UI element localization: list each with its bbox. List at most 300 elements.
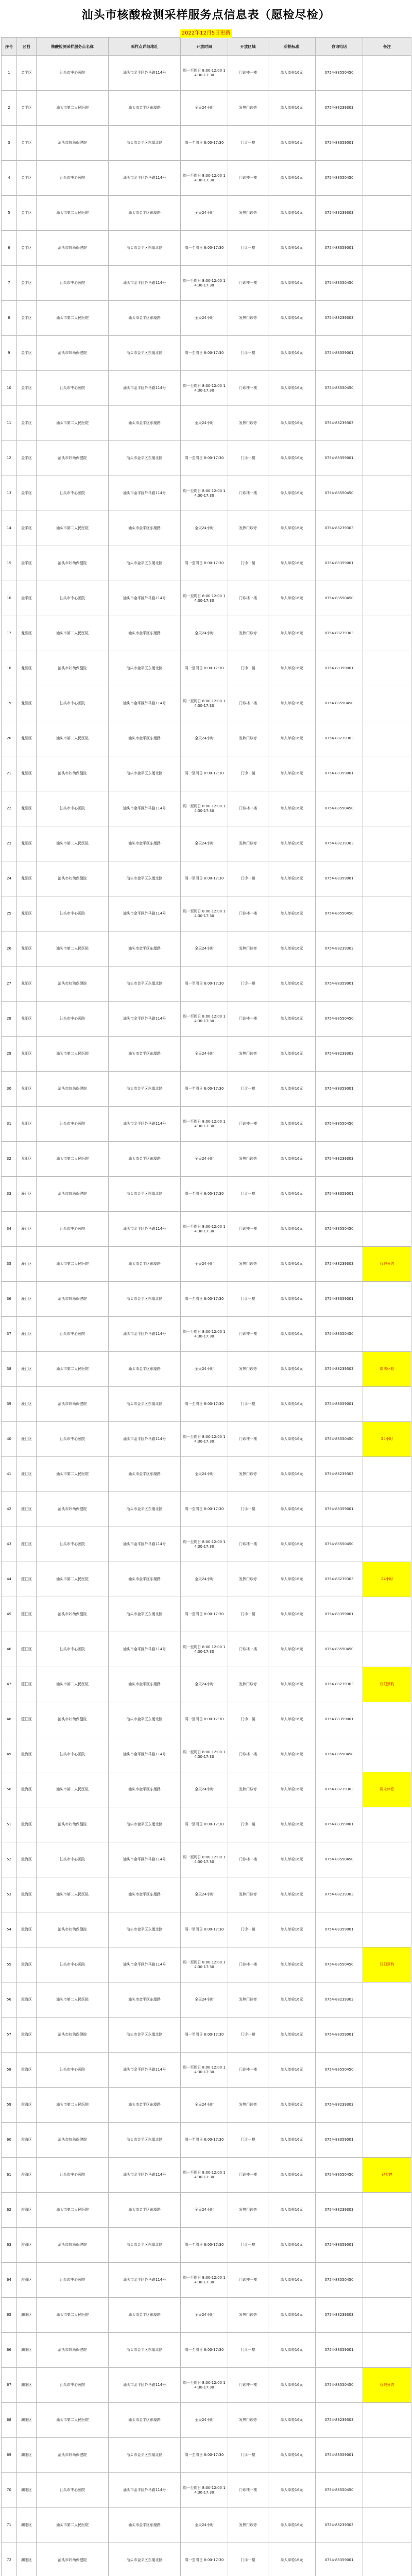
row-price: 单人单检16元 <box>268 371 316 406</box>
row-phone: 0754-88359001 <box>316 441 363 476</box>
row-index: 38 <box>2 1352 17 1387</box>
row-phone: 0754-88239303 <box>316 2088 363 2123</box>
row-district: 澄海区 <box>17 1737 37 1772</box>
row-address: 汕头市金平区外马路114号 <box>109 1737 181 1772</box>
row-notes <box>363 651 411 686</box>
row-phone: 0754-88359001 <box>316 2333 363 2368</box>
row-site-name: 汕头市中心医院 <box>37 896 109 931</box>
row-index: 16 <box>2 581 17 616</box>
row-open-time: 周一至周日 8:00-17:30 <box>181 441 228 476</box>
row-site-name: 汕头市中心医院 <box>37 686 109 721</box>
row-price: 单人单检16元 <box>268 1387 316 1422</box>
row-area: 门诊楼一楼 <box>228 1422 268 1457</box>
row-open-time: 全天24小时 <box>181 196 228 231</box>
row-area: 门诊楼一楼 <box>228 2158 268 2193</box>
row-address: 汕头市金平区东厦北路 <box>109 1492 181 1527</box>
table-row <box>2 1282 411 1317</box>
row-district: 濠江区 <box>17 1527 37 1562</box>
row-area: 发热门诊旁 <box>228 2193 268 2228</box>
table-row <box>2 1212 411 1247</box>
row-price: 单人单检16元 <box>268 1597 316 1632</box>
row-site-name: 汕头市第二人民医院 <box>37 721 109 756</box>
row-site-name: 汕头市第二人民医院 <box>37 511 109 546</box>
row-price: 单人单检16元 <box>268 126 316 161</box>
row-site-name: 汕头市第二人民医院 <box>37 2403 109 2438</box>
row-district: 龙湖区 <box>17 826 37 861</box>
row-open-time: 周一至周日 8:00-17:30 <box>181 1387 228 1422</box>
row-phone: 0754-88550450 <box>316 1947 363 1982</box>
table-row <box>2 686 411 721</box>
row-phone: 0754-88239303 <box>316 1352 363 1387</box>
row-area: 发热门诊旁 <box>228 931 268 967</box>
table-row <box>2 861 411 896</box>
row-address: 汕头市金平区东厦路 <box>109 1142 181 1177</box>
row-area: 门诊一楼 <box>228 1807 268 1842</box>
row-open-time: 全天24小时 <box>181 2403 228 2438</box>
table-row <box>2 1177 411 1212</box>
row-open-time: 周一至周日 8:00-17:30 <box>181 651 228 686</box>
row-open-time: 周一至周日 8:00-17:30 <box>181 2438 228 2473</box>
row-district: 澄海区 <box>17 1947 37 1982</box>
row-notes <box>363 2228 411 2263</box>
row-site-name: 汕头市妇幼保健院 <box>37 441 109 476</box>
row-price: 单人单检16元 <box>268 1912 316 1947</box>
row-district: 潮阳区 <box>17 2473 37 2508</box>
row-area: 门诊一楼 <box>228 1597 268 1632</box>
row-area: 发热门诊旁 <box>228 2088 268 2123</box>
row-open-time: 周一至周日 8:00-17:30 <box>181 1912 228 1947</box>
row-price: 单人单检16元 <box>268 1667 316 1702</box>
row-district: 金平区 <box>17 406 37 441</box>
table-row <box>2 651 411 686</box>
table-row <box>2 1317 411 1352</box>
row-notes <box>363 1982 411 2018</box>
table-row <box>2 196 411 231</box>
row-address: 汕头市金平区外马路114号 <box>109 2473 181 2508</box>
row-price: 单人单检16元 <box>268 1807 316 1842</box>
row-open-time: 全天24小时 <box>181 2193 228 2228</box>
row-index: 19 <box>2 686 17 721</box>
row-notes <box>363 1002 411 1037</box>
row-open-time: 周一至周日 8:00-17:30 <box>181 1282 228 1317</box>
row-price: 单人单检16元 <box>268 2193 316 2228</box>
row-address: 汕头市金平区东厦路 <box>109 1457 181 1492</box>
row-address: 汕头市金平区外马路114号 <box>109 1317 181 1352</box>
row-phone: 0754-88239303 <box>316 2298 363 2333</box>
table-row <box>2 2473 411 2508</box>
row-notes <box>363 967 411 1002</box>
row-site-name: 汕头市中心医院 <box>37 2053 109 2088</box>
row-price: 单人单检16元 <box>268 721 316 756</box>
row-site-name: 汕头市妇幼保健院 <box>37 336 109 371</box>
row-area: 发热门诊旁 <box>228 301 268 336</box>
row-open-time: 周一至周日 8:00-12:00 14:30-17:30 <box>181 1317 228 1352</box>
table-row <box>2 1352 411 1387</box>
table-row <box>2 1247 411 1282</box>
row-open-time: 周一至周日 8:00-12:00 14:30-17:30 <box>181 2053 228 2088</box>
row-notes <box>363 791 411 826</box>
row-site-name: 汕头市妇幼保健院 <box>37 1597 109 1632</box>
row-open-time: 全天24小时 <box>181 511 228 546</box>
row-phone: 0754-88359001 <box>316 231 363 266</box>
table-row <box>2 931 411 967</box>
row-index: 11 <box>2 406 17 441</box>
row-notes <box>363 266 411 301</box>
row-site-name: 汕头市中心医院 <box>37 1842 109 1877</box>
row-phone: 0754-88239303 <box>316 2403 363 2438</box>
row-district: 金平区 <box>17 301 37 336</box>
row-address: 汕头市金平区东厦北路 <box>109 336 181 371</box>
row-phone: 0754-88550450 <box>316 2158 363 2193</box>
row-notes <box>363 1492 411 1527</box>
row-site-name: 汕头市妇幼保健院 <box>37 756 109 791</box>
row-district: 澄海区 <box>17 2228 37 2263</box>
row-site-name: 汕头市第二人民医院 <box>37 2193 109 2228</box>
row-site-name: 汕头市第二人民医院 <box>37 91 109 126</box>
row-index: 42 <box>2 1492 17 1527</box>
row-index: 4 <box>2 161 17 196</box>
row-area: 门诊楼一楼 <box>228 1002 268 1037</box>
header-address: 采样点详细地址 <box>109 38 181 56</box>
table-row <box>2 2298 411 2333</box>
row-district: 澄海区 <box>17 1912 37 1947</box>
table-row <box>2 231 411 266</box>
table-row <box>2 2123 411 2158</box>
row-district: 澄海区 <box>17 2263 37 2298</box>
row-area: 发热门诊旁 <box>228 1247 268 1282</box>
row-price: 单人单检16元 <box>268 2088 316 2123</box>
header-open-time: 开放时间 <box>181 38 228 56</box>
row-index: 23 <box>2 826 17 861</box>
table-row <box>2 2228 411 2263</box>
row-index: 55 <box>2 1947 17 1982</box>
row-open-time: 全天24小时 <box>181 406 228 441</box>
row-index: 5 <box>2 196 17 231</box>
table-row <box>2 406 411 441</box>
row-address: 汕头市金平区外马路114号 <box>109 1947 181 1982</box>
row-notes <box>363 476 411 511</box>
table-row <box>2 2158 411 2193</box>
row-area: 门诊一楼 <box>228 2333 268 2368</box>
row-notes: 周末休息 <box>363 1772 411 1807</box>
row-site-name: 汕头市妇幼保健院 <box>37 1492 109 1527</box>
row-notes <box>363 2088 411 2123</box>
row-address: 汕头市金平区东厦北路 <box>109 546 181 581</box>
table-row <box>2 2018 411 2053</box>
row-district: 濠江区 <box>17 1667 37 1702</box>
row-open-time: 周一至周日 8:00-17:30 <box>181 1807 228 1842</box>
row-area: 发热门诊旁 <box>228 2298 268 2333</box>
row-district: 金平区 <box>17 196 37 231</box>
table-row <box>2 511 411 546</box>
subtitle-wrap <box>0 27 412 37</box>
table-row <box>2 791 411 826</box>
row-price: 单人单检16元 <box>268 1282 316 1317</box>
row-open-time: 周一至周日 8:00-12:00 14:30-17:30 <box>181 56 228 91</box>
row-price: 单人单检16元 <box>268 266 316 301</box>
row-index: 52 <box>2 1842 17 1877</box>
row-district: 濠江区 <box>17 1597 37 1632</box>
row-phone: 0754-88359001 <box>316 2543 363 2576</box>
row-phone: 0754-88359001 <box>316 1702 363 1737</box>
row-phone: 0754-88359001 <box>316 1387 363 1422</box>
row-district: 潮阳区 <box>17 2403 37 2438</box>
row-address: 汕头市金平区东厦北路 <box>109 1597 181 1632</box>
row-phone: 0754-88239303 <box>316 1562 363 1597</box>
row-phone: 0754-88359001 <box>316 2123 363 2158</box>
row-site-name: 汕头市妇幼保健院 <box>37 1702 109 1737</box>
row-price: 单人单检16元 <box>268 1247 316 1282</box>
row-site-name: 汕头市第二人民医院 <box>37 1352 109 1387</box>
row-notes: 24小时 <box>363 1562 411 1597</box>
row-site-name: 汕头市妇幼保健院 <box>37 546 109 581</box>
row-open-time: 全天24小时 <box>181 91 228 126</box>
row-price: 单人单检16元 <box>268 967 316 1002</box>
row-open-time: 全天24小时 <box>181 1247 228 1282</box>
row-area: 发热门诊旁 <box>228 1142 268 1177</box>
row-address: 汕头市金平区东厦北路 <box>109 126 181 161</box>
row-index: 45 <box>2 1597 17 1632</box>
row-price: 单人单检16元 <box>268 1527 316 1562</box>
row-open-time: 全天24小时 <box>181 721 228 756</box>
row-index: 63 <box>2 2228 17 2263</box>
table-row <box>2 1422 411 1457</box>
row-address: 汕头市金平区东厦路 <box>109 721 181 756</box>
row-index: 1 <box>2 56 17 91</box>
row-site-name: 汕头市中心医院 <box>37 476 109 511</box>
row-open-time: 全天24小时 <box>181 826 228 861</box>
row-area: 发热门诊旁 <box>228 1667 268 1702</box>
row-area: 门诊楼一楼 <box>228 161 268 196</box>
row-address: 汕头市金平区东厦路 <box>109 1352 181 1387</box>
row-open-time: 周一至周日 8:00-17:30 <box>181 756 228 791</box>
row-open-time: 周一至周日 8:00-12:00 14:30-17:30 <box>181 2473 228 2508</box>
row-site-name: 汕头市第二人民医院 <box>37 406 109 441</box>
row-address: 汕头市金平区东厦北路 <box>109 441 181 476</box>
row-site-name: 汕头市中心医院 <box>37 1002 109 1037</box>
row-price: 单人单检16元 <box>268 56 316 91</box>
table-row <box>2 1457 411 1492</box>
row-open-time: 周一至周日 8:00-12:00 14:30-17:30 <box>181 2158 228 2193</box>
table-row <box>2 616 411 651</box>
update-date: 2022年12月5日更新 <box>180 29 233 38</box>
row-area: 发热门诊旁 <box>228 1772 268 1807</box>
row-open-time: 周一至周日 8:00-12:00 14:30-17:30 <box>181 791 228 826</box>
row-address: 汕头市金平区东厦路 <box>109 1877 181 1912</box>
row-district: 潮阳区 <box>17 2333 37 2368</box>
row-index: 70 <box>2 2473 17 2508</box>
row-phone: 0754-88359001 <box>316 651 363 686</box>
table-row <box>2 826 411 861</box>
row-site-name: 汕头市第二人民医院 <box>37 931 109 967</box>
row-site-name: 汕头市中心医院 <box>37 1317 109 1352</box>
row-notes <box>363 1457 411 1492</box>
row-index: 8 <box>2 301 17 336</box>
row-address: 汕头市金平区东厦北路 <box>109 651 181 686</box>
row-site-name: 汕头市妇幼保健院 <box>37 2018 109 2053</box>
row-index: 54 <box>2 1912 17 1947</box>
row-address: 汕头市金平区外马路114号 <box>109 371 181 406</box>
row-district: 澄海区 <box>17 1982 37 2018</box>
row-notes <box>363 2018 411 2053</box>
row-phone: 0754-88359001 <box>316 546 363 581</box>
table-row <box>2 1982 411 2018</box>
row-district: 濠江区 <box>17 1247 37 1282</box>
row-phone: 0754-88550450 <box>316 476 363 511</box>
row-area: 发热门诊旁 <box>228 2508 268 2543</box>
header-index: 序号 <box>2 38 17 56</box>
row-open-time: 周一至周日 8:00-17:30 <box>181 2543 228 2576</box>
row-index: 59 <box>2 2088 17 2123</box>
row-district: 金平区 <box>17 126 37 161</box>
row-area: 发热门诊旁 <box>228 91 268 126</box>
row-area: 门诊一楼 <box>228 756 268 791</box>
row-address: 汕头市金平区东厦北路 <box>109 1072 181 1107</box>
row-notes <box>363 686 411 721</box>
table-row <box>2 1072 411 1107</box>
table-row <box>2 266 411 301</box>
row-site-name: 汕头市妇幼保健院 <box>37 2228 109 2263</box>
row-district: 濠江区 <box>17 1632 37 1667</box>
row-area: 门诊一楼 <box>228 2228 268 2263</box>
row-phone: 0754-88550450 <box>316 2473 363 2508</box>
row-site-name: 汕头市中心医院 <box>37 2263 109 2298</box>
row-price: 单人单检16元 <box>268 1702 316 1737</box>
row-site-name: 汕头市第二人民医院 <box>37 2508 109 2543</box>
row-site-name: 汕头市中心医院 <box>37 1107 109 1142</box>
row-area: 门诊一楼 <box>228 231 268 266</box>
row-district: 金平区 <box>17 441 37 476</box>
row-address: 汕头市金平区东厦路 <box>109 2403 181 2438</box>
row-open-time: 全天24小时 <box>181 1772 228 1807</box>
table-row <box>2 476 411 511</box>
row-phone: 0754-88239303 <box>316 1037 363 1072</box>
row-open-time: 周一至周日 8:00-12:00 14:30-17:30 <box>181 371 228 406</box>
row-district: 龙湖区 <box>17 861 37 896</box>
row-open-time: 周一至周日 8:00-12:00 14:30-17:30 <box>181 161 228 196</box>
row-index: 30 <box>2 1072 17 1107</box>
row-notes <box>363 1702 411 1737</box>
row-area: 发热门诊旁 <box>228 1037 268 1072</box>
row-area: 门诊一楼 <box>228 1282 268 1317</box>
row-district: 潮阳区 <box>17 2543 37 2576</box>
row-price: 单人单检16元 <box>268 511 316 546</box>
table-row <box>2 2193 411 2228</box>
row-notes <box>363 2438 411 2473</box>
table-row <box>2 126 411 161</box>
row-index: 29 <box>2 1037 17 1072</box>
row-notes <box>363 756 411 791</box>
row-area: 发热门诊旁 <box>228 616 268 651</box>
row-area: 门诊楼一楼 <box>228 896 268 931</box>
row-price: 单人单检16元 <box>268 896 316 931</box>
row-area: 门诊楼一楼 <box>228 2368 268 2403</box>
row-district: 濠江区 <box>17 1282 37 1317</box>
row-price: 单人单检16元 <box>268 861 316 896</box>
row-district: 濠江区 <box>17 1457 37 1492</box>
row-phone: 0754-88239303 <box>316 616 363 651</box>
row-index: 24 <box>2 861 17 896</box>
row-notes <box>363 616 411 651</box>
row-district: 金平区 <box>17 511 37 546</box>
row-open-time: 周一至周日 8:00-17:30 <box>181 231 228 266</box>
row-open-time: 周一至周日 8:00-17:30 <box>181 126 228 161</box>
row-site-name: 汕头市第二人民医院 <box>37 1877 109 1912</box>
row-price: 单人单检16元 <box>268 791 316 826</box>
row-price: 单人单检16元 <box>268 1562 316 1597</box>
row-index: 14 <box>2 511 17 546</box>
row-notes <box>363 406 411 441</box>
row-phone: 0754-88239303 <box>316 1457 363 1492</box>
row-area: 发热门诊旁 <box>228 196 268 231</box>
table-row <box>2 896 411 931</box>
row-notes <box>363 1632 411 1667</box>
row-index: 12 <box>2 441 17 476</box>
table-row <box>2 2543 411 2576</box>
row-district: 金平区 <box>17 91 37 126</box>
row-district: 濠江区 <box>17 1177 37 1212</box>
row-site-name: 汕头市中心医院 <box>37 1947 109 1982</box>
row-price: 单人单检16元 <box>268 2123 316 2158</box>
table-row <box>2 91 411 126</box>
row-price: 单人单检16元 <box>268 91 316 126</box>
header-phone: 咨询电话 <box>316 38 363 56</box>
row-address: 汕头市金平区东厦路 <box>109 826 181 861</box>
row-price: 单人单检16元 <box>268 826 316 861</box>
table-body <box>2 56 411 2576</box>
row-address: 汕头市金平区东厦路 <box>109 2298 181 2333</box>
row-area: 门诊一楼 <box>228 2543 268 2576</box>
row-address: 汕头市金平区外马路114号 <box>109 686 181 721</box>
table-row <box>2 1002 411 1037</box>
row-district: 潮阳区 <box>17 2368 37 2403</box>
row-phone: 0754-88550450 <box>316 1422 363 1457</box>
row-district: 澄海区 <box>17 1772 37 1807</box>
table-row <box>2 2333 411 2368</box>
row-notes <box>363 2123 411 2158</box>
row-price: 单人单检16元 <box>268 546 316 581</box>
row-notes <box>363 161 411 196</box>
row-price: 单人单检16元 <box>268 2368 316 2403</box>
row-notes <box>363 56 411 91</box>
row-district: 濠江区 <box>17 1422 37 1457</box>
row-index: 27 <box>2 967 17 1002</box>
table-row <box>2 721 411 756</box>
row-site-name: 汕头市妇幼保健院 <box>37 651 109 686</box>
sampling-sites-table <box>1 37 411 2576</box>
row-notes <box>363 1597 411 1632</box>
row-index: 56 <box>2 1982 17 2018</box>
row-address: 汕头市金平区外马路114号 <box>109 1422 181 1457</box>
row-district: 金平区 <box>17 161 37 196</box>
row-notes <box>363 1317 411 1352</box>
table-row <box>2 2088 411 2123</box>
row-district: 龙湖区 <box>17 1002 37 1037</box>
row-price: 单人单检16元 <box>268 756 316 791</box>
row-open-time: 周一至周日 8:00-12:00 14:30-17:30 <box>181 1842 228 1877</box>
row-district: 潮阳区 <box>17 2438 37 2473</box>
row-district: 澄海区 <box>17 2123 37 2158</box>
row-phone: 0754-88359001 <box>316 1807 363 1842</box>
row-open-time: 周一至周日 8:00-17:30 <box>181 1072 228 1107</box>
row-price: 单人单检16元 <box>268 2018 316 2053</box>
row-phone: 0754-88550450 <box>316 1212 363 1247</box>
row-address: 汕头市金平区东厦路 <box>109 1772 181 1807</box>
row-open-time: 全天24小时 <box>181 1037 228 1072</box>
row-address: 汕头市金平区东厦路 <box>109 406 181 441</box>
row-open-time: 周一至周日 8:00-17:30 <box>181 861 228 896</box>
row-address: 汕头市金平区东厦北路 <box>109 1282 181 1317</box>
